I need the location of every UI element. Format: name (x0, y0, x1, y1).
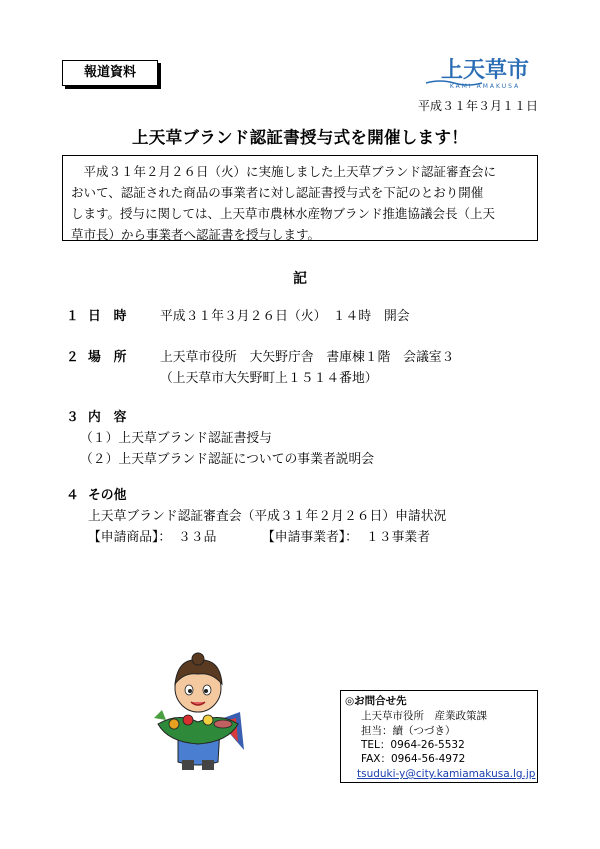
contact-person: 担当：續（つづき） (361, 725, 456, 737)
summary-line-4: 草市長）から事業者へ認証書を授与します。 (71, 227, 321, 242)
content-item-2: （２）上天草ブランド認証についての事業者説明会 (80, 452, 375, 467)
contact-fax: FAX：0964-56-4972 (361, 753, 466, 765)
contact-box (340, 690, 538, 783)
page-title: 上天草ブランド認証書授与式を開催します！ (132, 128, 468, 147)
summary-line-2: おいて、認証された商品の事業者に対し認証書授与式を下記のとおり開催 (71, 185, 484, 200)
products-label: 【申請商品】： (88, 530, 172, 545)
section-label: 日 時 (88, 309, 127, 324)
content-item-1: （１）上天草ブランド認証書授与 (80, 431, 272, 446)
release-date: 平成３１年３月１１日 (417, 99, 538, 113)
section-label: 内 容 (88, 410, 127, 425)
section-value: 平成３１年３月２６日（火） １４時 開会 (160, 309, 410, 324)
section-label: 場 所 (88, 350, 127, 365)
contact-heading: ◎お問合せ先 (345, 695, 407, 707)
summary-line-3: します。授与に関しては、上天草市農林水産物ブランド推進協議会長（上天 (71, 206, 496, 221)
press-release-badge: 報道資料 (62, 60, 158, 86)
section-value: 上天草市役所 大矢野庁舎 書庫棟１階 会議室３ (160, 350, 455, 365)
contact-email-link[interactable]: tsuduki-y@city.kamiamakusa.lg.jp (357, 768, 536, 780)
summary-box (62, 155, 538, 241)
section-number: ４ (66, 488, 79, 503)
businesses-label: 【申請事業者】： (262, 530, 358, 545)
section-address: （上天草市大矢野町上１５１４番地） (160, 371, 378, 386)
ki-heading: 記 (293, 271, 307, 287)
logo-text: 上天草市 (440, 58, 530, 83)
mascot-illustration (148, 650, 248, 775)
application-status: 上天草ブランド認証審査会（平成３１年２月２６日）申請状況 (88, 509, 447, 524)
contact-department: 上天草市役所 産業政策課 (361, 710, 487, 722)
summary-line-1: 平成３１年２月２６日（火）に実施しました上天草ブランド認証審査会に (83, 164, 497, 179)
logo-subtext: KAMI AMAKUSA (449, 83, 521, 90)
businesses-value: １３事業者 (366, 530, 430, 545)
city-logo (420, 53, 550, 93)
section-number: ３ (66, 410, 79, 425)
section-label: その他 (88, 488, 127, 503)
section-number: １ (66, 309, 79, 324)
products-value: ３３品 (178, 530, 217, 545)
section-number: ２ (66, 350, 79, 365)
contact-tel: TEL：0964-26-5532 (361, 739, 465, 751)
